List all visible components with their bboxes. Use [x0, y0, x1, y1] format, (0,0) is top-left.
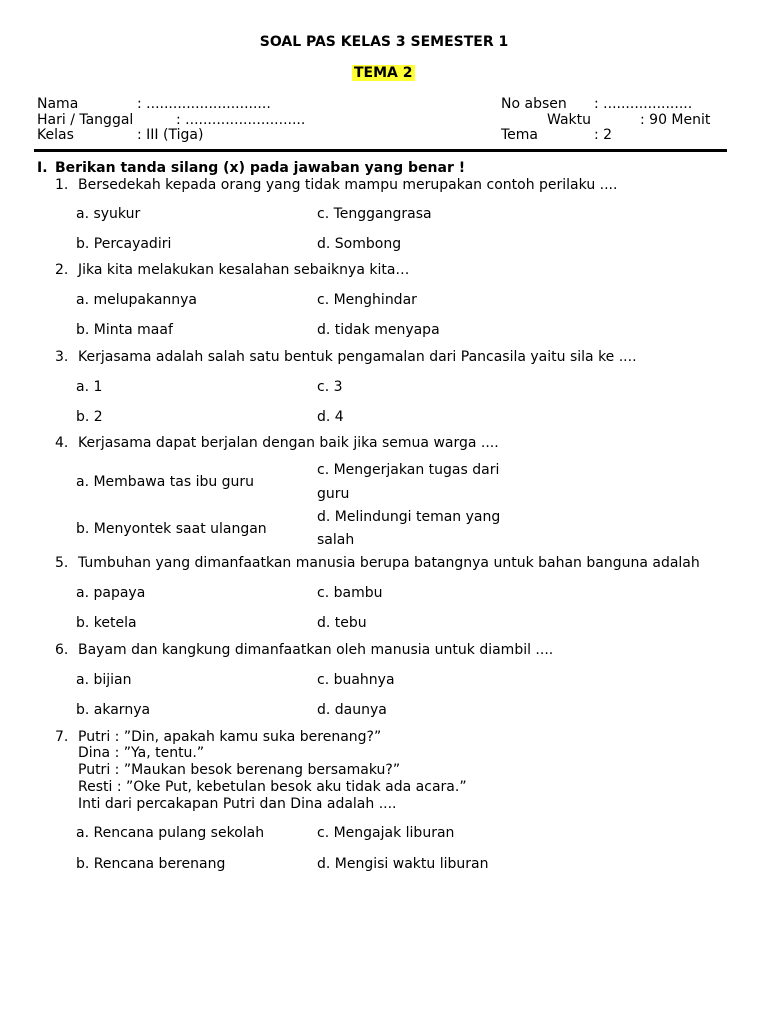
question-text: Kerjasama adalah salah satu bentuk pengamalan dari Pancasila yaitu sila ke .... [78, 349, 637, 365]
question-number: 4. [55, 435, 69, 451]
waktu-label: Waktu [547, 112, 591, 128]
kelas-label: Kelas [37, 127, 74, 143]
option-c: c. Mengerjakan tugas dari [317, 462, 500, 478]
option-d: d. 4 [317, 409, 344, 425]
question-number: 6. [55, 642, 69, 658]
question-number: 3. [55, 349, 69, 365]
option-d: d. daunya [317, 702, 387, 718]
question-number: 1. [55, 177, 69, 193]
nama-field: : ............................ [137, 96, 271, 112]
option-c: c. buahnya [317, 672, 395, 688]
question-number: 5. [55, 555, 69, 571]
option-b: b. akarnya [76, 702, 151, 718]
question-text: Bayam dan kangkung dimanfaatkan oleh manusia untuk diambil .... [78, 642, 554, 658]
header-divider [34, 149, 727, 152]
absen-label: No absen [501, 96, 567, 112]
section-instruction: Berikan tanda silang (x) pada jawaban yang benar ! [55, 160, 466, 176]
dialogue-line: Putri : ”Maukan besok berenang bersamaku?” [78, 762, 401, 778]
absen-field: : .................... [594, 96, 693, 112]
question-text: Inti dari percakapan Putri dan Dina adalah .... [78, 796, 397, 812]
option-d: d. Sombong [317, 236, 402, 252]
tema-label: Tema [501, 127, 539, 143]
option-c: c. Tenggangrasa [317, 206, 432, 222]
option-a: a. syukur [76, 206, 141, 222]
dialogue-line: Dina : ”Ya, tentu.” [78, 745, 205, 761]
option-d-continued: salah [317, 532, 355, 548]
option-d: d. Mengisi waktu liburan [317, 856, 489, 872]
option-c: c. Mengajak liburan [317, 825, 455, 841]
option-d: d. tidak menyapa [317, 322, 440, 338]
option-b: b. Percayadiri [76, 236, 172, 252]
option-d: d. Melindungi teman yang [317, 509, 501, 525]
option-a: a. 1 [76, 379, 103, 395]
page-title: SOAL PAS KELAS 3 SEMESTER 1 [259, 34, 509, 50]
kelas-field: : III (Tiga) [137, 127, 204, 143]
question-text: Tumbuhan yang dimanfaatkan manusia berupa batangnya untuk bahan banguna adalah [78, 555, 700, 571]
tema-heading: TEMA 2 [354, 65, 413, 81]
waktu-field: : 90 Menit [640, 112, 711, 128]
tema-field: : 2 [594, 127, 613, 143]
option-a: a. Rencana pulang sekolah [76, 825, 265, 841]
section-number: I. [37, 160, 48, 176]
option-a: a. Membawa tas ibu guru [76, 474, 255, 490]
option-b: b. Menyontek saat ulangan [76, 521, 267, 537]
option-d: d. tebu [317, 615, 367, 631]
option-c-continued: guru [317, 486, 350, 502]
question-text: Kerjasama dapat berjalan dengan baik jika semua warga .... [78, 435, 499, 451]
question-number: 2. [55, 262, 69, 278]
option-c: c. bambu [317, 585, 383, 601]
option-c: c. Menghindar [317, 292, 417, 308]
option-a: a. papaya [76, 585, 146, 601]
question-text: Jika kita melakukan kesalahan sebaiknya kita… [78, 262, 410, 278]
option-b: b. Minta maaf [76, 322, 173, 338]
question-number: 7. [55, 729, 69, 745]
option-c: c. 3 [317, 379, 343, 395]
nama-label: Nama [37, 96, 79, 112]
option-a: a. melupakannya [76, 292, 198, 308]
hari-field: : ........................... [176, 112, 306, 128]
hari-label: Hari / Tanggal [37, 112, 134, 128]
dialogue-line: Resti : ”Oke Put, kebetulan besok aku tidak ada acara.” [78, 779, 467, 795]
option-b: b. 2 [76, 409, 103, 425]
dialogue-line: Putri : ”Din, apakah kamu suka berenang?” [78, 729, 382, 745]
option-b: b. Rencana berenang [76, 856, 226, 872]
option-b: b. ketela [76, 615, 137, 631]
question-text: Bersedekah kepada orang yang tidak mampu merupakan contoh perilaku .... [78, 177, 618, 193]
option-a: a. bijian [76, 672, 132, 688]
